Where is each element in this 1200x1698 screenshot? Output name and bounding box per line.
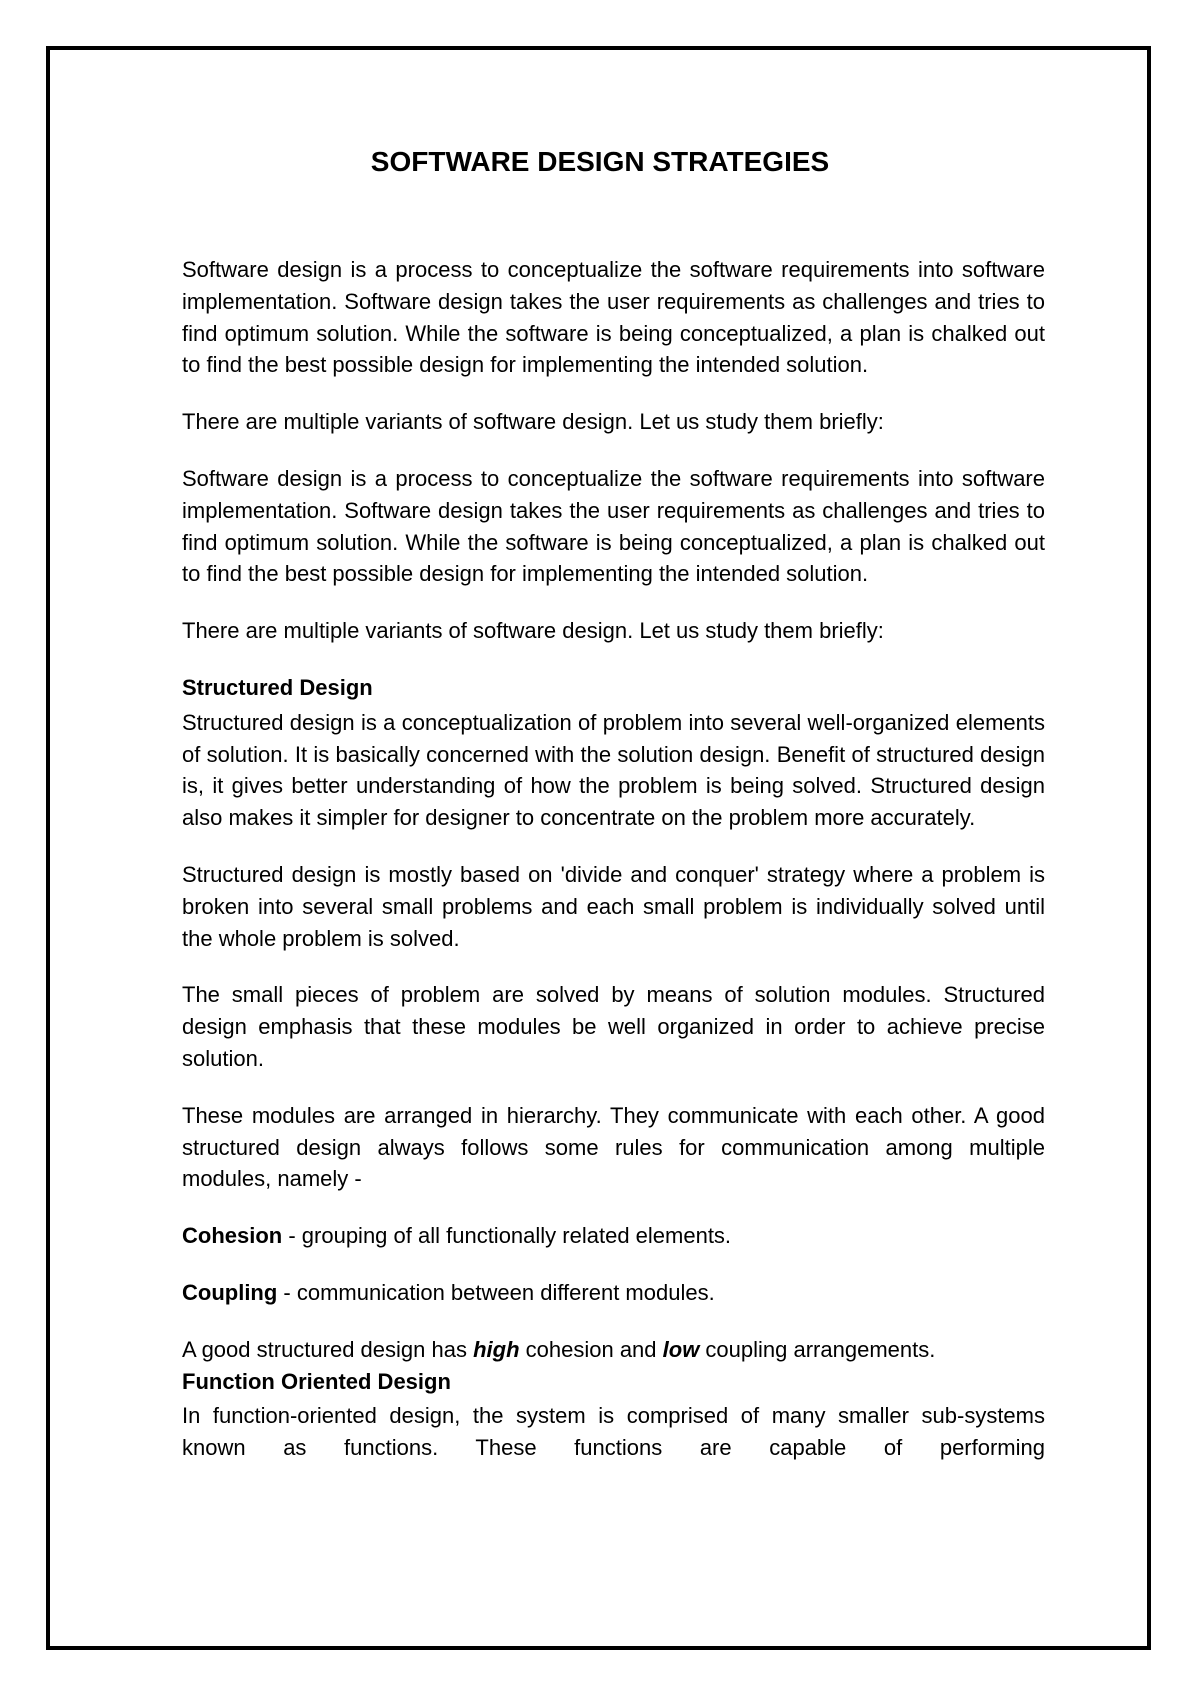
structured-paragraph-3: The small pieces of problem are solved by means of solution modules. Structured design emphasis that these modules be well organized in order to achieve precise solution. (182, 982, 1045, 1071)
summary-pre: A good structured design has (182, 1336, 474, 1362)
document-body (182, 254, 1045, 1489)
coupling-text: - communication between different modules. (277, 1279, 715, 1305)
summary-low: low (662, 1336, 700, 1362)
structured-design-heading: Structured Design (182, 674, 373, 700)
function-oriented-heading: Function Oriented Design (182, 1368, 451, 1394)
summary-mid: cohesion and (519, 1336, 663, 1362)
cohesion-text: - grouping of all functionally related elements. (282, 1223, 732, 1249)
structured-summary (182, 1334, 1045, 1366)
intro-paragraph-2: There are multiple variants of software design. Let us study them briefly: (182, 409, 884, 435)
intro-paragraph-1: Software design is a process to conceptualize the software requirements into software implementation. Software design takes the user requirements as challenges and tries to find optimum solution. While the software is being conceptualized, a plan is chalked out to find the best possible design for implementing the intended solution. (182, 257, 1045, 378)
summary-post: coupling arrangements. (699, 1336, 936, 1362)
structured-paragraph-2: Structured design is mostly based on 'divide and conquer' strategy where a problem is broken into several small problems and each small problem is individually solved until the whole problem is solved. (182, 861, 1045, 951)
cohesion-term: Cohesion (182, 1223, 283, 1249)
structured-paragraph-1: Structured design is a conceptualization of problem into several well-organized elements of solution. It is basically concerned with the solution design. Benefit of structured design is, it gives better understanding of how the problem is being solved. Structured design also makes it simpler for designer to concentrate on the problem more accurately. (182, 709, 1045, 831)
intro-paragraph-3: Software design is a process to conceptualize the software requirements into software implementation. Software design takes the user requirements as challenges and tries to find optimum solution. While the software is being conceptualized, a plan is chalked out to find the best possible design for implementing the intended solution. (182, 465, 1045, 587)
structured-paragraph-4: These modules are arranged in hierarchy. They communicate with each other. A good structured design always follows some rules for communication among multiple modules, namely - (182, 1102, 1045, 1192)
summary-high: high (473, 1336, 520, 1362)
intro-paragraph-4: There are multiple variants of software design. Let us study them briefly: (182, 618, 884, 644)
document-title: SOFTWARE DESIGN STRATEGIES (370, 146, 830, 177)
function-oriented-paragraph-1: In function-oriented design, the system is comprised of many smaller sub-systems known as functions. These functions are capable of performing (182, 1403, 1045, 1461)
coupling-term: Coupling (182, 1279, 278, 1305)
coupling-definition (182, 1277, 1045, 1309)
cohesion-definition (182, 1220, 1045, 1252)
